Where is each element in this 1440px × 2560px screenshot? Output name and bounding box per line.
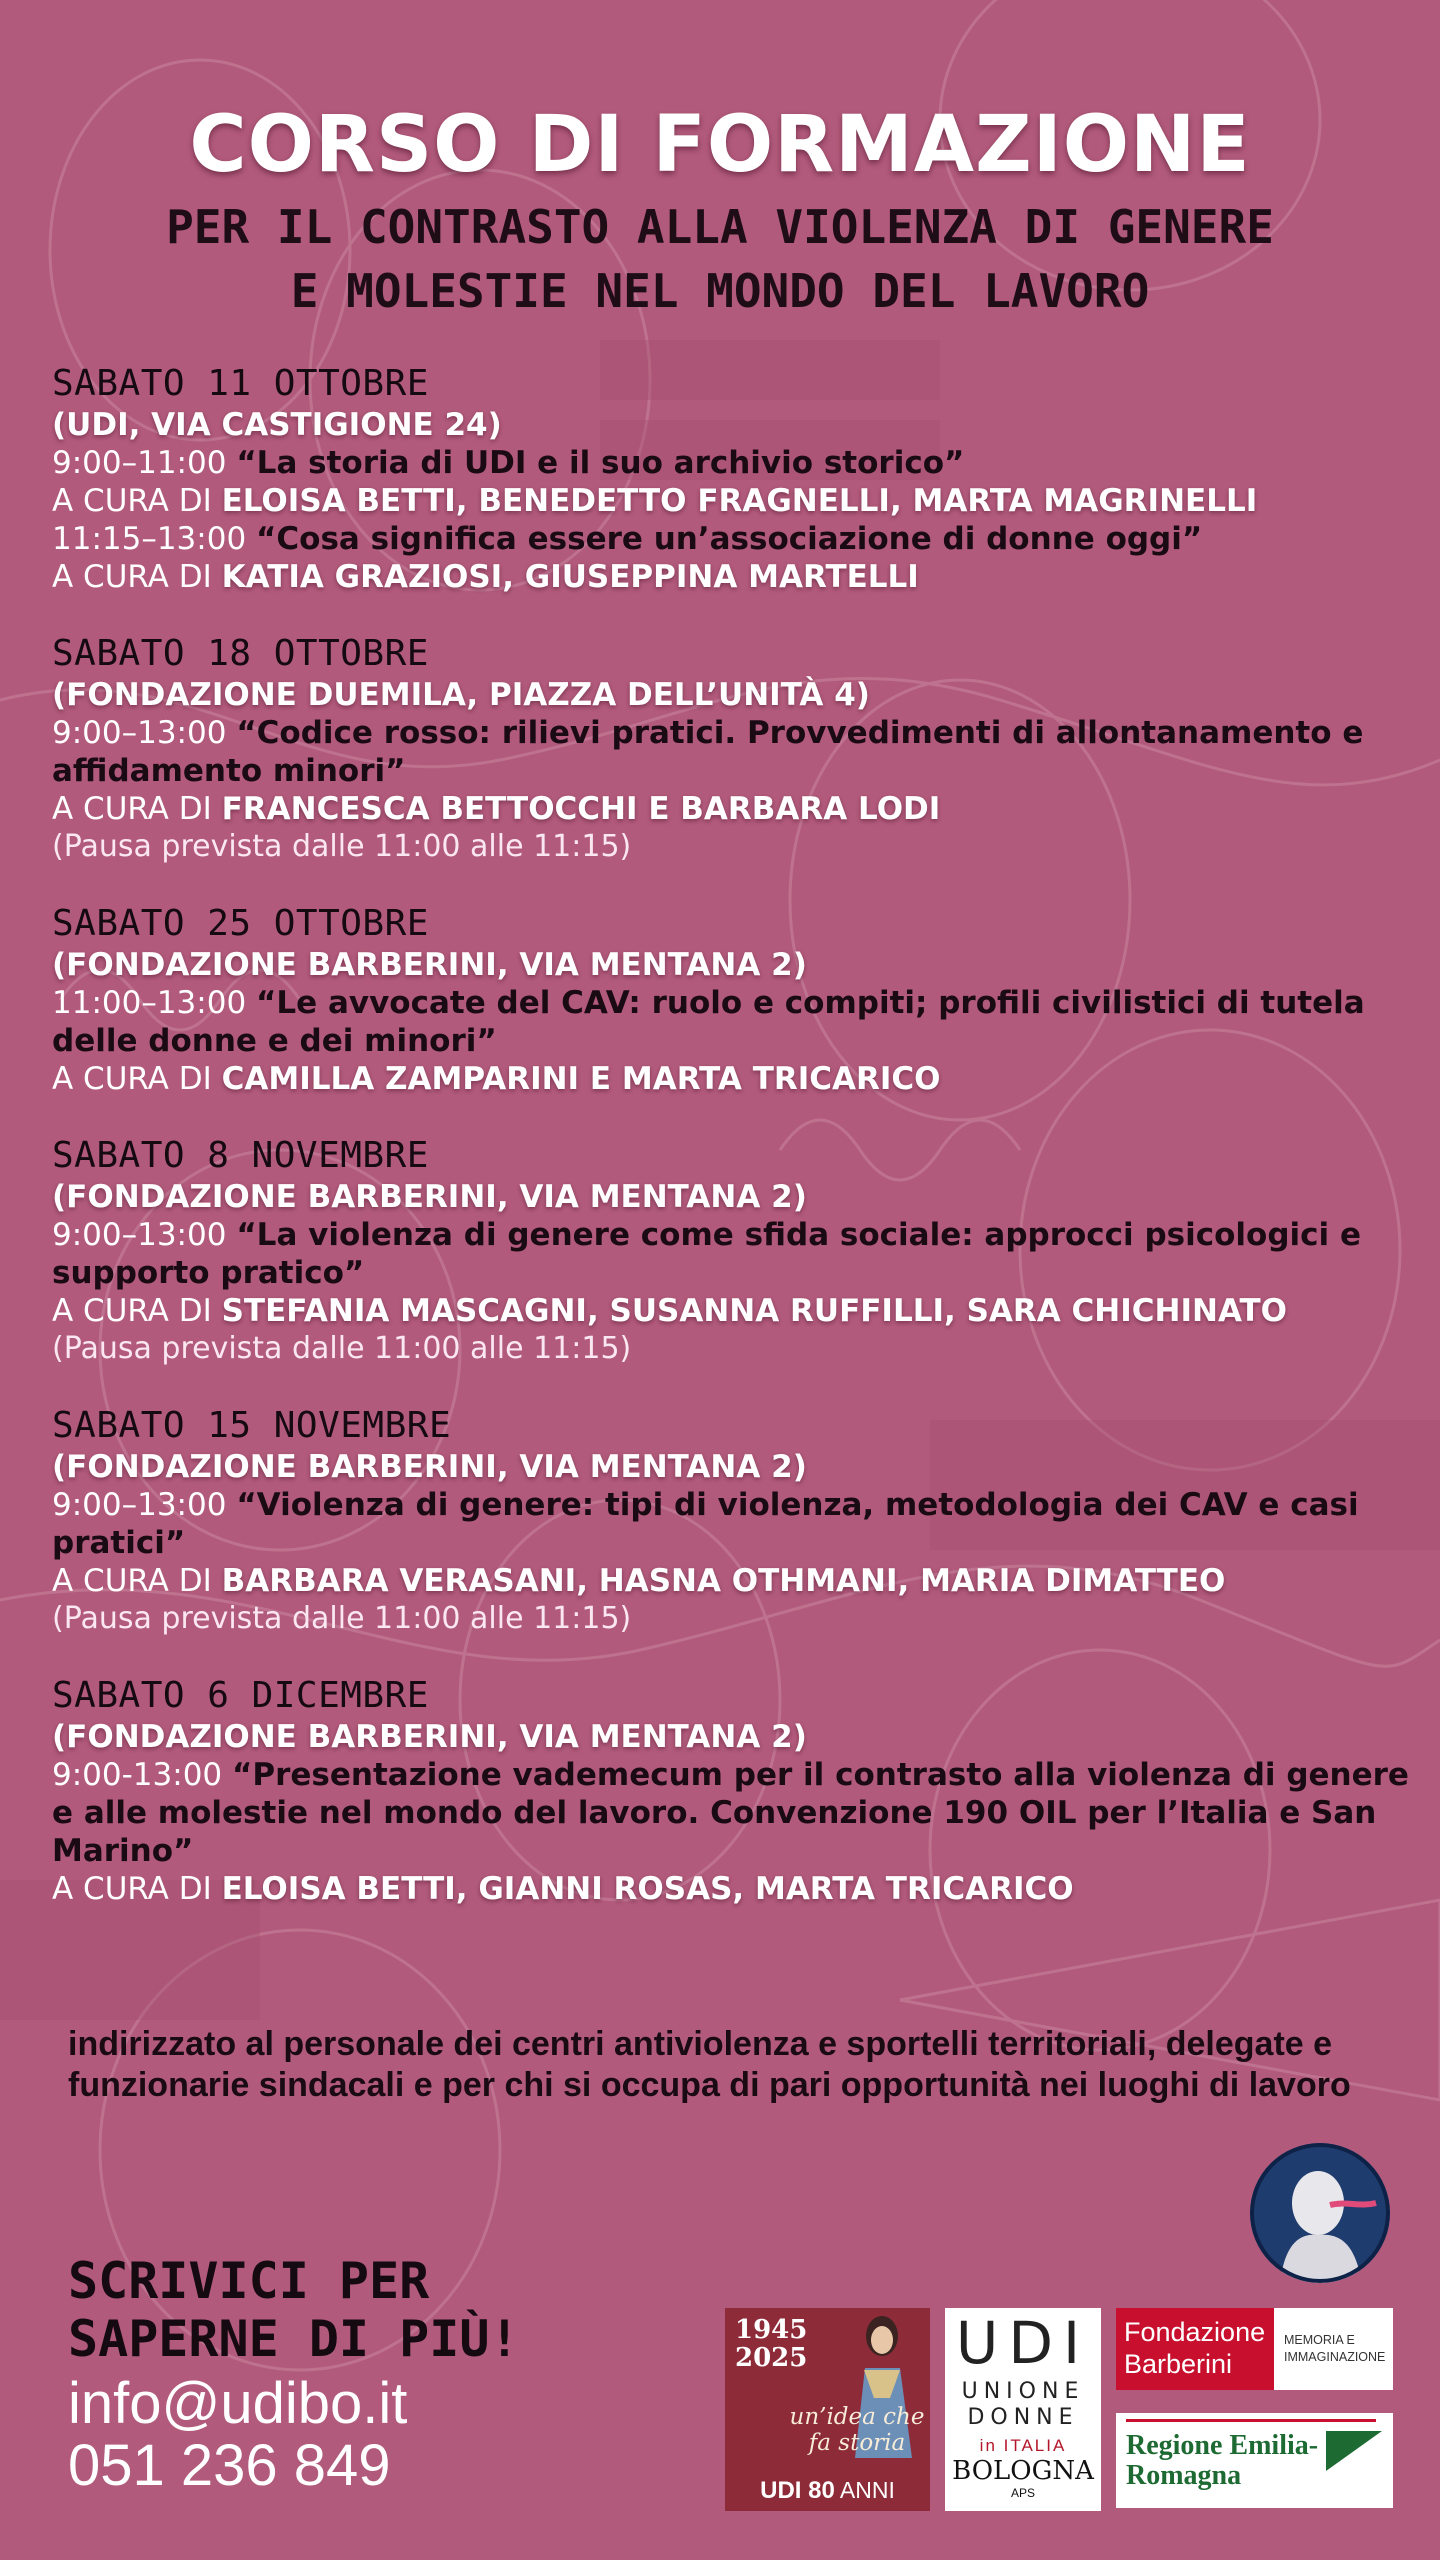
speakers-line: [52, 558, 1437, 596]
speakers: BARBARA VERASANI, HASNA OTHMANI, MARIA DIMATTEO: [221, 1563, 1226, 1599]
break-note: (Pausa prevista dalle 11:00 alle 11:15): [52, 829, 632, 864]
regione-name: Regione Emilia-Romagna: [1126, 2430, 1319, 2491]
break-note: (Pausa prevista dalle 11:00 alle 11:15): [52, 1331, 632, 1366]
speakers: STEFANIA MASCAGNI, SUSANNA RUFFILLI, SARA CHICHINATO: [221, 1293, 1288, 1329]
talk-time: 9:00-13:00: [52, 1757, 232, 1793]
session-place: (FONDAZIONE BARBERINI, VIA MENTANA 2): [52, 1719, 807, 1755]
barberini-tagline: MEMORIA E IMMAGINAZIONE: [1284, 2333, 1386, 2364]
session-place: (FONDAZIONE DUEMILA, PIAZZA DELL’UNITÀ 4): [52, 677, 870, 713]
talk-line: [52, 1486, 1437, 1562]
talk-time: 11:15–13:00: [52, 521, 257, 557]
fondazione-barberini-logo: [1116, 2308, 1393, 2390]
talk-time: 9:00–13:00: [52, 1217, 237, 1253]
talk-line: [52, 444, 1437, 482]
speakers: KATIA GRAZIOSI, GIUSEPPINA MARTELLI: [221, 559, 919, 595]
udi-line-donne: DONNE: [967, 2405, 1079, 2430]
talk-line: [52, 520, 1437, 558]
contact-email[interactable]: info@udibo.it: [68, 2371, 408, 2436]
statue-circle-logo: [1250, 2143, 1390, 2283]
udi-city: BOLOGNA: [952, 2456, 1094, 2486]
talk-line: [52, 1756, 1437, 1870]
break-note: (Pausa prevista dalle 11:00 alle 11:15): [52, 1601, 632, 1636]
speakers-line: [52, 1060, 1437, 1098]
curated-by-label: A CURA DI: [52, 483, 222, 519]
talk-title: “La storia di UDI e il suo archivio storico”: [236, 445, 965, 481]
udi-80-anni-logo: [725, 2308, 930, 2511]
udi80-tagline: un’idea che fa storia: [789, 2404, 925, 2456]
session-date: SABATO 11 OTTOBRE: [52, 363, 429, 404]
speakers-line: [52, 1562, 1437, 1600]
speakers: CAMILLA ZAMPARINI E MARTA TRICARICO: [221, 1061, 941, 1097]
session-date: SABATO 15 NOVEMBRE: [52, 1405, 452, 1446]
session-place: (FONDAZIONE BARBERINI, VIA MENTANA 2): [52, 1449, 807, 1485]
curated-by-label: A CURA DI: [52, 1871, 222, 1907]
audience-note: indirizzato al personale dei centri antiviolenza e sportelli territoriali, delegate e funzionarie sindacali e per chi si occupa di pari opportunità nei luoghi di lavoro: [68, 2025, 1351, 2104]
session-item: [52, 1134, 1437, 1368]
session-item: [52, 362, 1437, 596]
session-item: [52, 1674, 1437, 1908]
speakers-line: [52, 1870, 1437, 1908]
talk-title: “Codice rosso: rilievi pratici. Provvedimenti di allontanamento e affidamento minori”: [52, 715, 1364, 789]
talk-time: 11:00–13:00: [52, 985, 257, 1021]
session-place: (FONDAZIONE BARBERINI, VIA MENTANA 2): [52, 1179, 807, 1215]
session-date: SABATO 25 OTTOBRE: [52, 903, 429, 944]
udi80-brand-name: UDI 80: [760, 2477, 835, 2504]
udi-bologna-logo: [945, 2308, 1101, 2511]
session-date: SABATO 6 DICEMBRE: [52, 1675, 429, 1716]
udi80-years: [735, 2316, 807, 2372]
talk-line: [52, 714, 1437, 790]
talk-title: “Violenza di genere: tipi di violenza, metodologia dei CAV e casi pratici”: [52, 1487, 1359, 1561]
session-date: SABATO 8 NOVEMBRE: [52, 1135, 429, 1176]
talk-time: 9:00–11:00: [52, 445, 237, 481]
udi-line-italia: in ITALIA: [979, 2436, 1067, 2455]
session-place: (UDI, VIA CASTIGIONE 24): [52, 407, 502, 443]
speakers-line: [52, 1292, 1437, 1330]
regione-emilia-romagna-logo: [1116, 2413, 1393, 2508]
session-item: [52, 1404, 1437, 1638]
regione-emblem-icon: [1326, 2431, 1382, 2471]
curated-by-label: A CURA DI: [52, 1061, 222, 1097]
talk-line: [52, 1216, 1437, 1292]
course-subtitle: PER IL CONTRASTO ALLA VIOLENZA DI GENERE E MOLESTIE NEL MONDO DEL LAVORO: [166, 200, 1274, 318]
talk-title: “Presentazione vademecum per il contrasto alla violenza di genere e alle molestie nel mondo del lavoro. Convenzione 190 OIL per l’Italia e San Marino”: [52, 1757, 1409, 1869]
curated-by-label: A CURA DI: [52, 1293, 222, 1329]
statue-icon: [1250, 2143, 1390, 2283]
speakers: ELOISA BETTI, GIANNI ROSAS, MARTA TRICARICO: [221, 1871, 1074, 1907]
speakers-line: [52, 482, 1437, 520]
contact-heading: SCRIVICI PER SAPERNE DI PIÙ!: [68, 2252, 520, 2368]
udi-line-unione: UNIONE: [961, 2379, 1085, 2404]
session-place: (FONDAZIONE BARBERINI, VIA MENTANA 2): [52, 947, 807, 983]
session-list: [52, 362, 1437, 1944]
session-item: [52, 632, 1437, 866]
contact-phone[interactable]: 051 236 849: [68, 2433, 391, 2498]
udi80-brand: [725, 2477, 930, 2505]
speakers-line: [52, 790, 1437, 828]
year-start: 1945: [735, 2315, 808, 2345]
barberini-name: Fondazione Barberini: [1124, 2317, 1266, 2379]
talk-title: “Cosa significa essere un’associazione di donne oggi”: [256, 521, 1203, 557]
talk-title: “Le avvocate del CAV: ruolo e compiti; profili civilistici di tutela delle donne e dei minori”: [52, 985, 1365, 1059]
year-end: 2025: [735, 2343, 808, 2373]
udi-letters: UDI: [955, 2309, 1091, 2377]
course-title: CORSO DI FORMAZIONE: [189, 100, 1251, 190]
udi80-brand-suffix: ANNI: [834, 2477, 895, 2503]
speakers: ELOISA BETTI, BENEDETTO FRAGNELLI, MARTA MAGRINELLI: [221, 483, 1258, 519]
session-item: [52, 902, 1437, 1098]
udi-aps: APS: [1010, 2486, 1035, 2500]
curated-by-label: A CURA DI: [52, 559, 222, 595]
talk-time: 9:00–13:00: [52, 1487, 237, 1523]
regione-red-rule: [1126, 2419, 1376, 2422]
talk-time: 9:00–13:00: [52, 715, 237, 751]
talk-title: “La violenza di genere come sfida sociale: approcci psicologici e supporto pratico”: [52, 1217, 1361, 1291]
curated-by-label: A CURA DI: [52, 791, 222, 827]
session-date: SABATO 18 OTTOBRE: [52, 633, 429, 674]
curated-by-label: A CURA DI: [52, 1563, 222, 1599]
talk-line: [52, 984, 1437, 1060]
speakers: FRANCESCA BETTOCCHI E BARBARA LODI: [221, 791, 941, 827]
